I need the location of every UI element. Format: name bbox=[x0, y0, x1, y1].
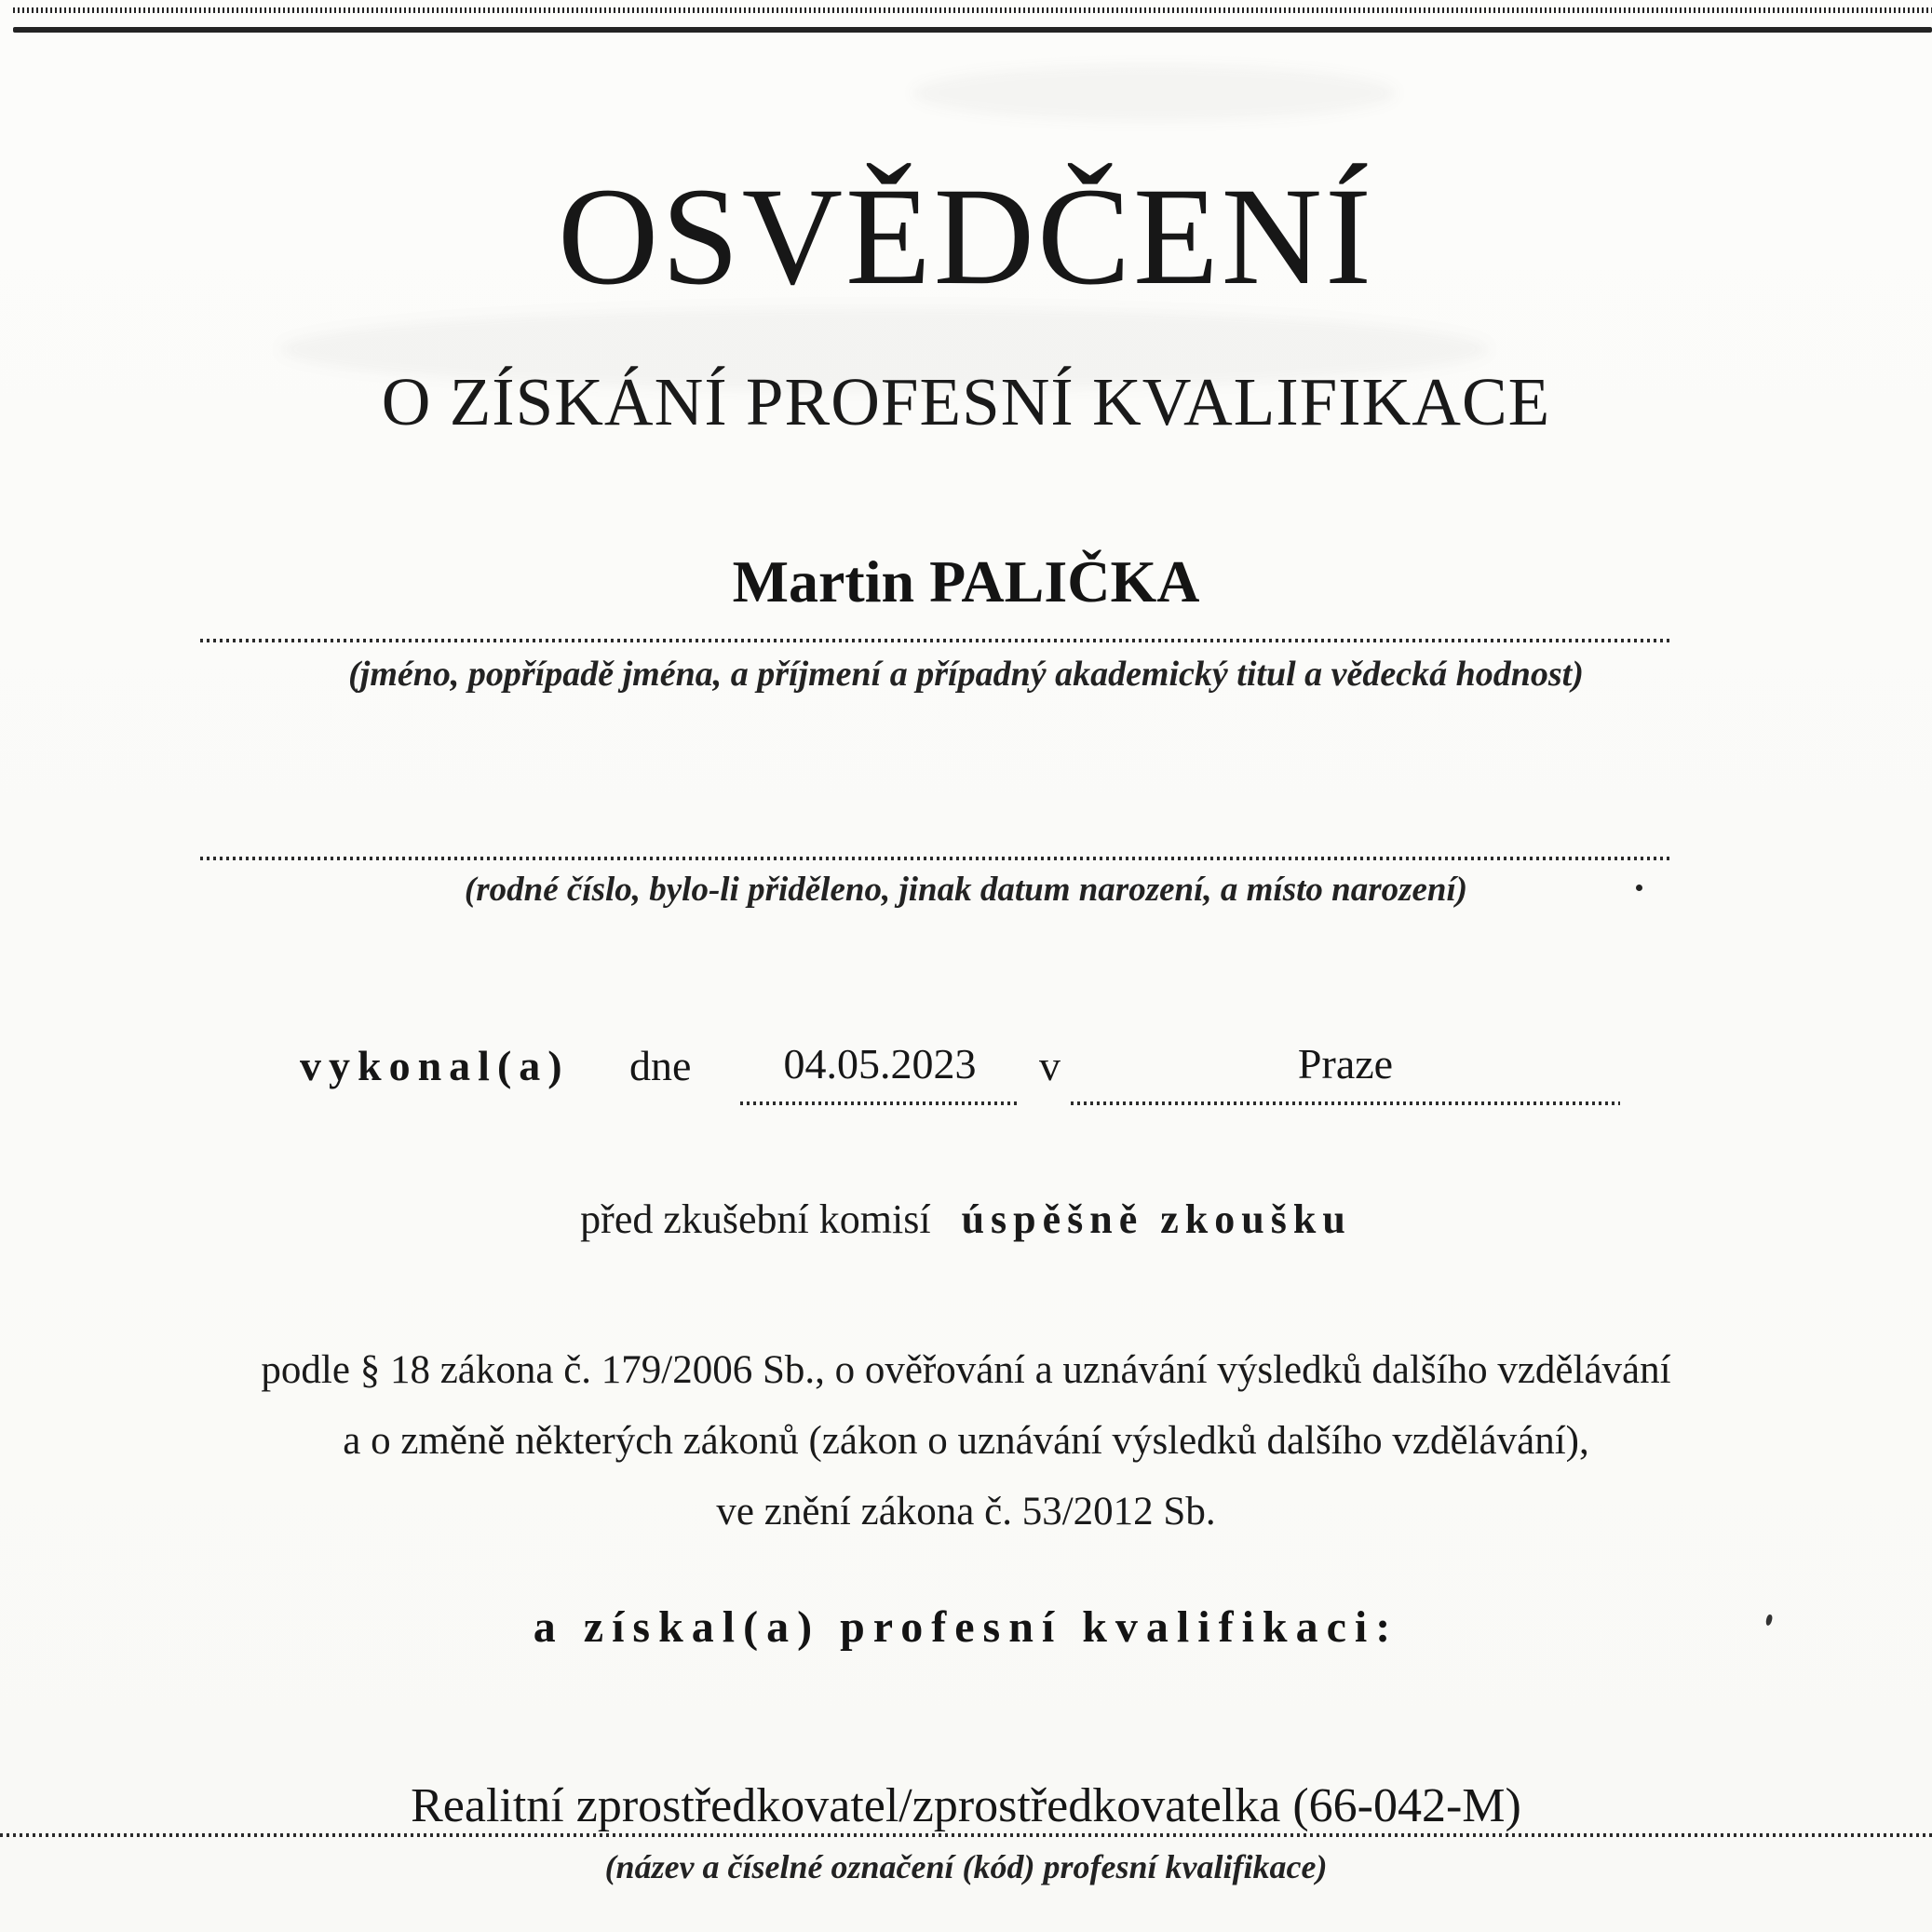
gained-line: a získal(a) profesní kvalifikaci: bbox=[533, 1602, 1399, 1652]
qualification-fill-line bbox=[0, 1833, 1932, 1837]
top-solid-rule bbox=[13, 27, 1932, 33]
date-fill-line bbox=[740, 1101, 1020, 1105]
qualification-name: Realitní zprostředkovatel/zprostředkovatelka (66-042-M) bbox=[411, 1779, 1521, 1832]
exam-date: 04.05.2023 bbox=[783, 1040, 977, 1088]
name-caption: (jméno, popřípadě jména, a příjmení a případný akademický titul a vědecká hodnost) bbox=[348, 655, 1584, 694]
place-fill-line bbox=[1071, 1101, 1620, 1105]
holder-name: Martin PALIČKA bbox=[732, 548, 1200, 615]
place-label: v bbox=[1039, 1042, 1061, 1089]
birth-caption: (rodné číslo, bylo-li přiděleno, jinak datum narození, a místo narození) bbox=[464, 871, 1468, 909]
commission-prefix: před zkušební komisí bbox=[580, 1196, 931, 1242]
date-label: dne bbox=[629, 1042, 692, 1089]
birth-fill-line bbox=[200, 857, 1673, 860]
performed-verb: vykonal(a) bbox=[300, 1042, 570, 1089]
commission-line bbox=[0, 1196, 1932, 1243]
exam-place: Praze bbox=[1297, 1040, 1394, 1088]
commission-spacer bbox=[941, 1196, 952, 1242]
scan-smudge bbox=[912, 65, 1397, 121]
name-fill-line bbox=[200, 639, 1673, 642]
certificate-subtitle: O ZÍSKÁNÍ PROFESNÍ KVALIFIKACE bbox=[381, 364, 1551, 439]
certificate-title: OSVĚDČENÍ bbox=[558, 159, 1374, 314]
scan-speck bbox=[1636, 885, 1642, 891]
law-line-1: podle § 18 zákona č. 179/2006 Sb., o ověřování a uznávání výsledků dalšího vzdělávání bbox=[261, 1348, 1671, 1392]
law-line-3: ve znění zákona č. 53/2012 Sb. bbox=[716, 1490, 1216, 1533]
commission-emphasis: úspěšně zkoušku bbox=[961, 1196, 1352, 1242]
law-paragraph bbox=[0, 1335, 1932, 1547]
top-dotted-rule bbox=[13, 7, 1932, 13]
law-line-2: a o změně některých zákonů (zákon o uznávání výsledků dalšího vzdělávání), bbox=[343, 1419, 1589, 1463]
qualification-caption: (název a číselné označení (kód) profesní kvalifikace) bbox=[604, 1848, 1328, 1885]
